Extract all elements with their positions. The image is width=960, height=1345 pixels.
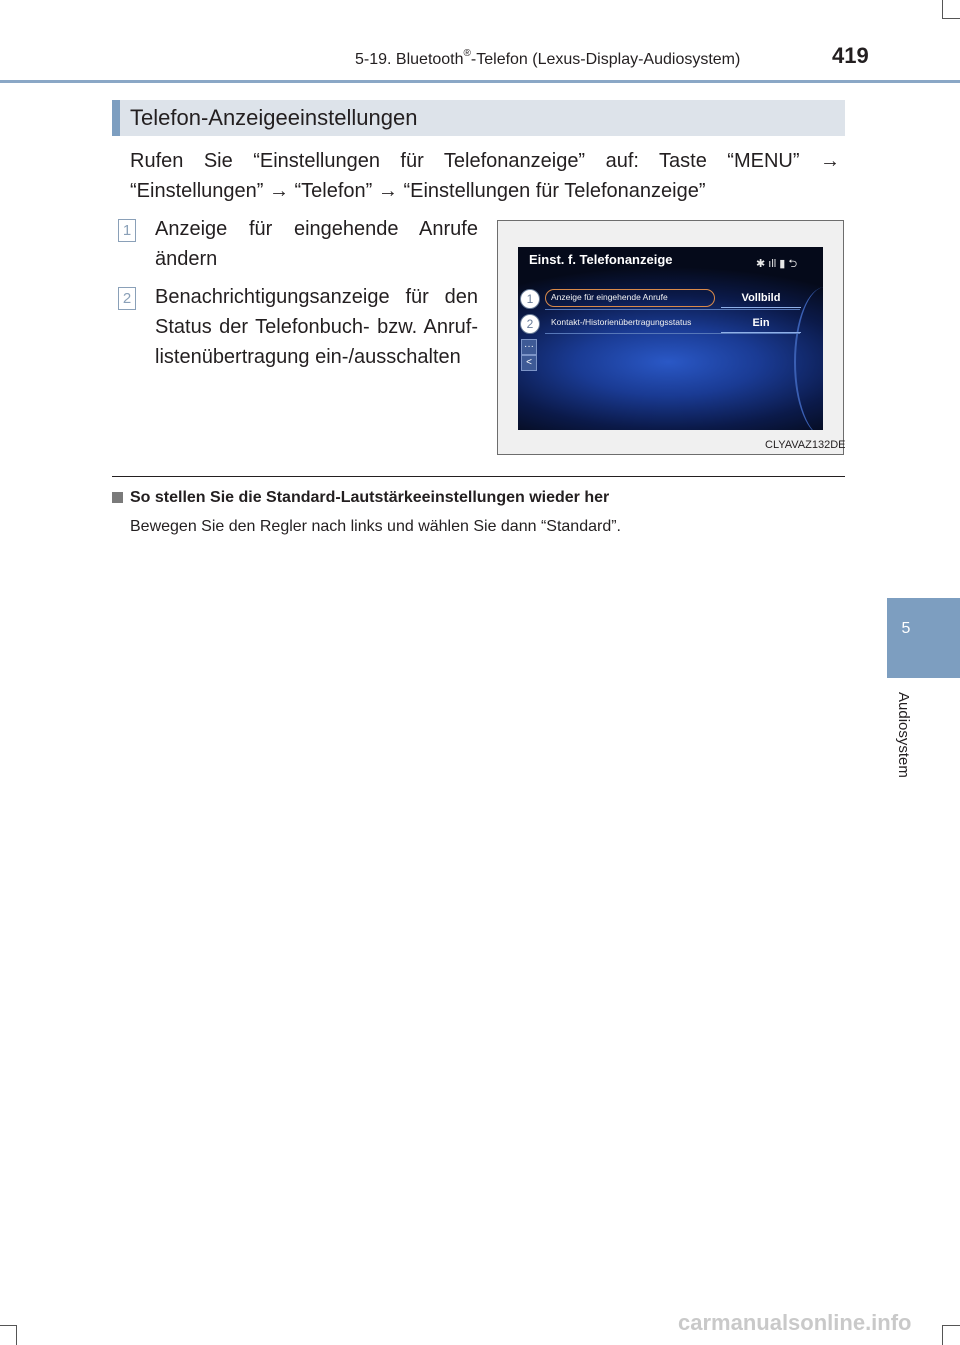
running-header: [355, 48, 740, 69]
chapter-number: 5: [901, 620, 911, 637]
setting-value-button[interactable]: Vollbild: [721, 289, 801, 308]
crop-mark: [16, 1325, 17, 1345]
screen-setting-row[interactable]: [518, 313, 823, 333]
header-title-main: 5-19. Bluetooth: [355, 51, 464, 68]
crop-mark: [942, 1325, 943, 1345]
callout-number: 1: [520, 289, 540, 309]
note-body: Bewegen Sie den Regler nach links und wählen Sie dann “Standard”.: [130, 518, 621, 535]
intro-text-line1: Rufen Sie “Einstellungen für Telefonanzeige” auf: Taste “MENU” →: [130, 150, 840, 172]
crop-mark: [942, 0, 943, 18]
image-code: CLYAVAZ132DE: [765, 439, 846, 451]
list-item-line: Anzeige für eingehende Anrufe: [155, 218, 478, 240]
chapter-label: Audiosystem: [895, 692, 912, 778]
callout-number: 2: [520, 314, 540, 334]
section-heading-accent: [112, 100, 120, 136]
screen-setting-row[interactable]: [518, 288, 823, 308]
crop-mark: [942, 1325, 960, 1326]
section-title: Telefon-Anzeigeeinstellungen: [130, 105, 418, 130]
list-item-line: Status der Telefonbuch- bzw. Anruf-: [155, 316, 478, 338]
list-item: [155, 214, 478, 274]
screen-title: Einst. f. Telefonanzeige: [529, 252, 673, 267]
list-item-line: listenübertragung ein-/ausschalten: [155, 346, 461, 368]
screen-background: [518, 247, 823, 430]
list-item: [155, 282, 478, 372]
list-item-line: Benachrichtigungsanzeige für den: [155, 286, 478, 308]
list-item-line: ändern: [155, 248, 218, 270]
status-icons: ✱ ıll ▮ ⮌: [756, 258, 798, 270]
setting-value-button[interactable]: Ein: [721, 314, 801, 333]
setting-label: Anzeige für eingehende Anrufe: [551, 292, 668, 302]
intro-text-line2: “Einstellungen” → “Telefon” → “Einstellungen für Telefonanzeige”: [130, 180, 706, 202]
chapter-tab: [887, 598, 960, 678]
setting-label: Kontakt-/Historienübertragungsstatus: [551, 317, 692, 327]
header-title-rest: -Telefon (Lexus-Display-Audiosystem): [470, 51, 741, 68]
item-number-badge: 1: [118, 219, 136, 242]
screen-divider: [545, 333, 800, 334]
page-number: 419: [832, 43, 869, 68]
crop-mark: [0, 1325, 16, 1326]
section-separator: [112, 476, 845, 477]
crop-mark: [942, 18, 960, 19]
screen-divider: [545, 309, 800, 310]
more-options-icon[interactable]: ···: [521, 339, 537, 355]
header-rule: [0, 80, 960, 83]
watermark: carmanualsonline.info: [678, 1310, 912, 1335]
item-number-badge: 2: [118, 287, 136, 310]
registered-mark: ®: [463, 48, 471, 59]
display-screenshot: [518, 247, 823, 430]
back-chevron-icon[interactable]: <: [521, 355, 537, 371]
note-bullet-icon: [112, 492, 123, 503]
note-heading: So stellen Sie die Standard-Lautstärkeeinstellungen wieder her: [130, 489, 610, 506]
